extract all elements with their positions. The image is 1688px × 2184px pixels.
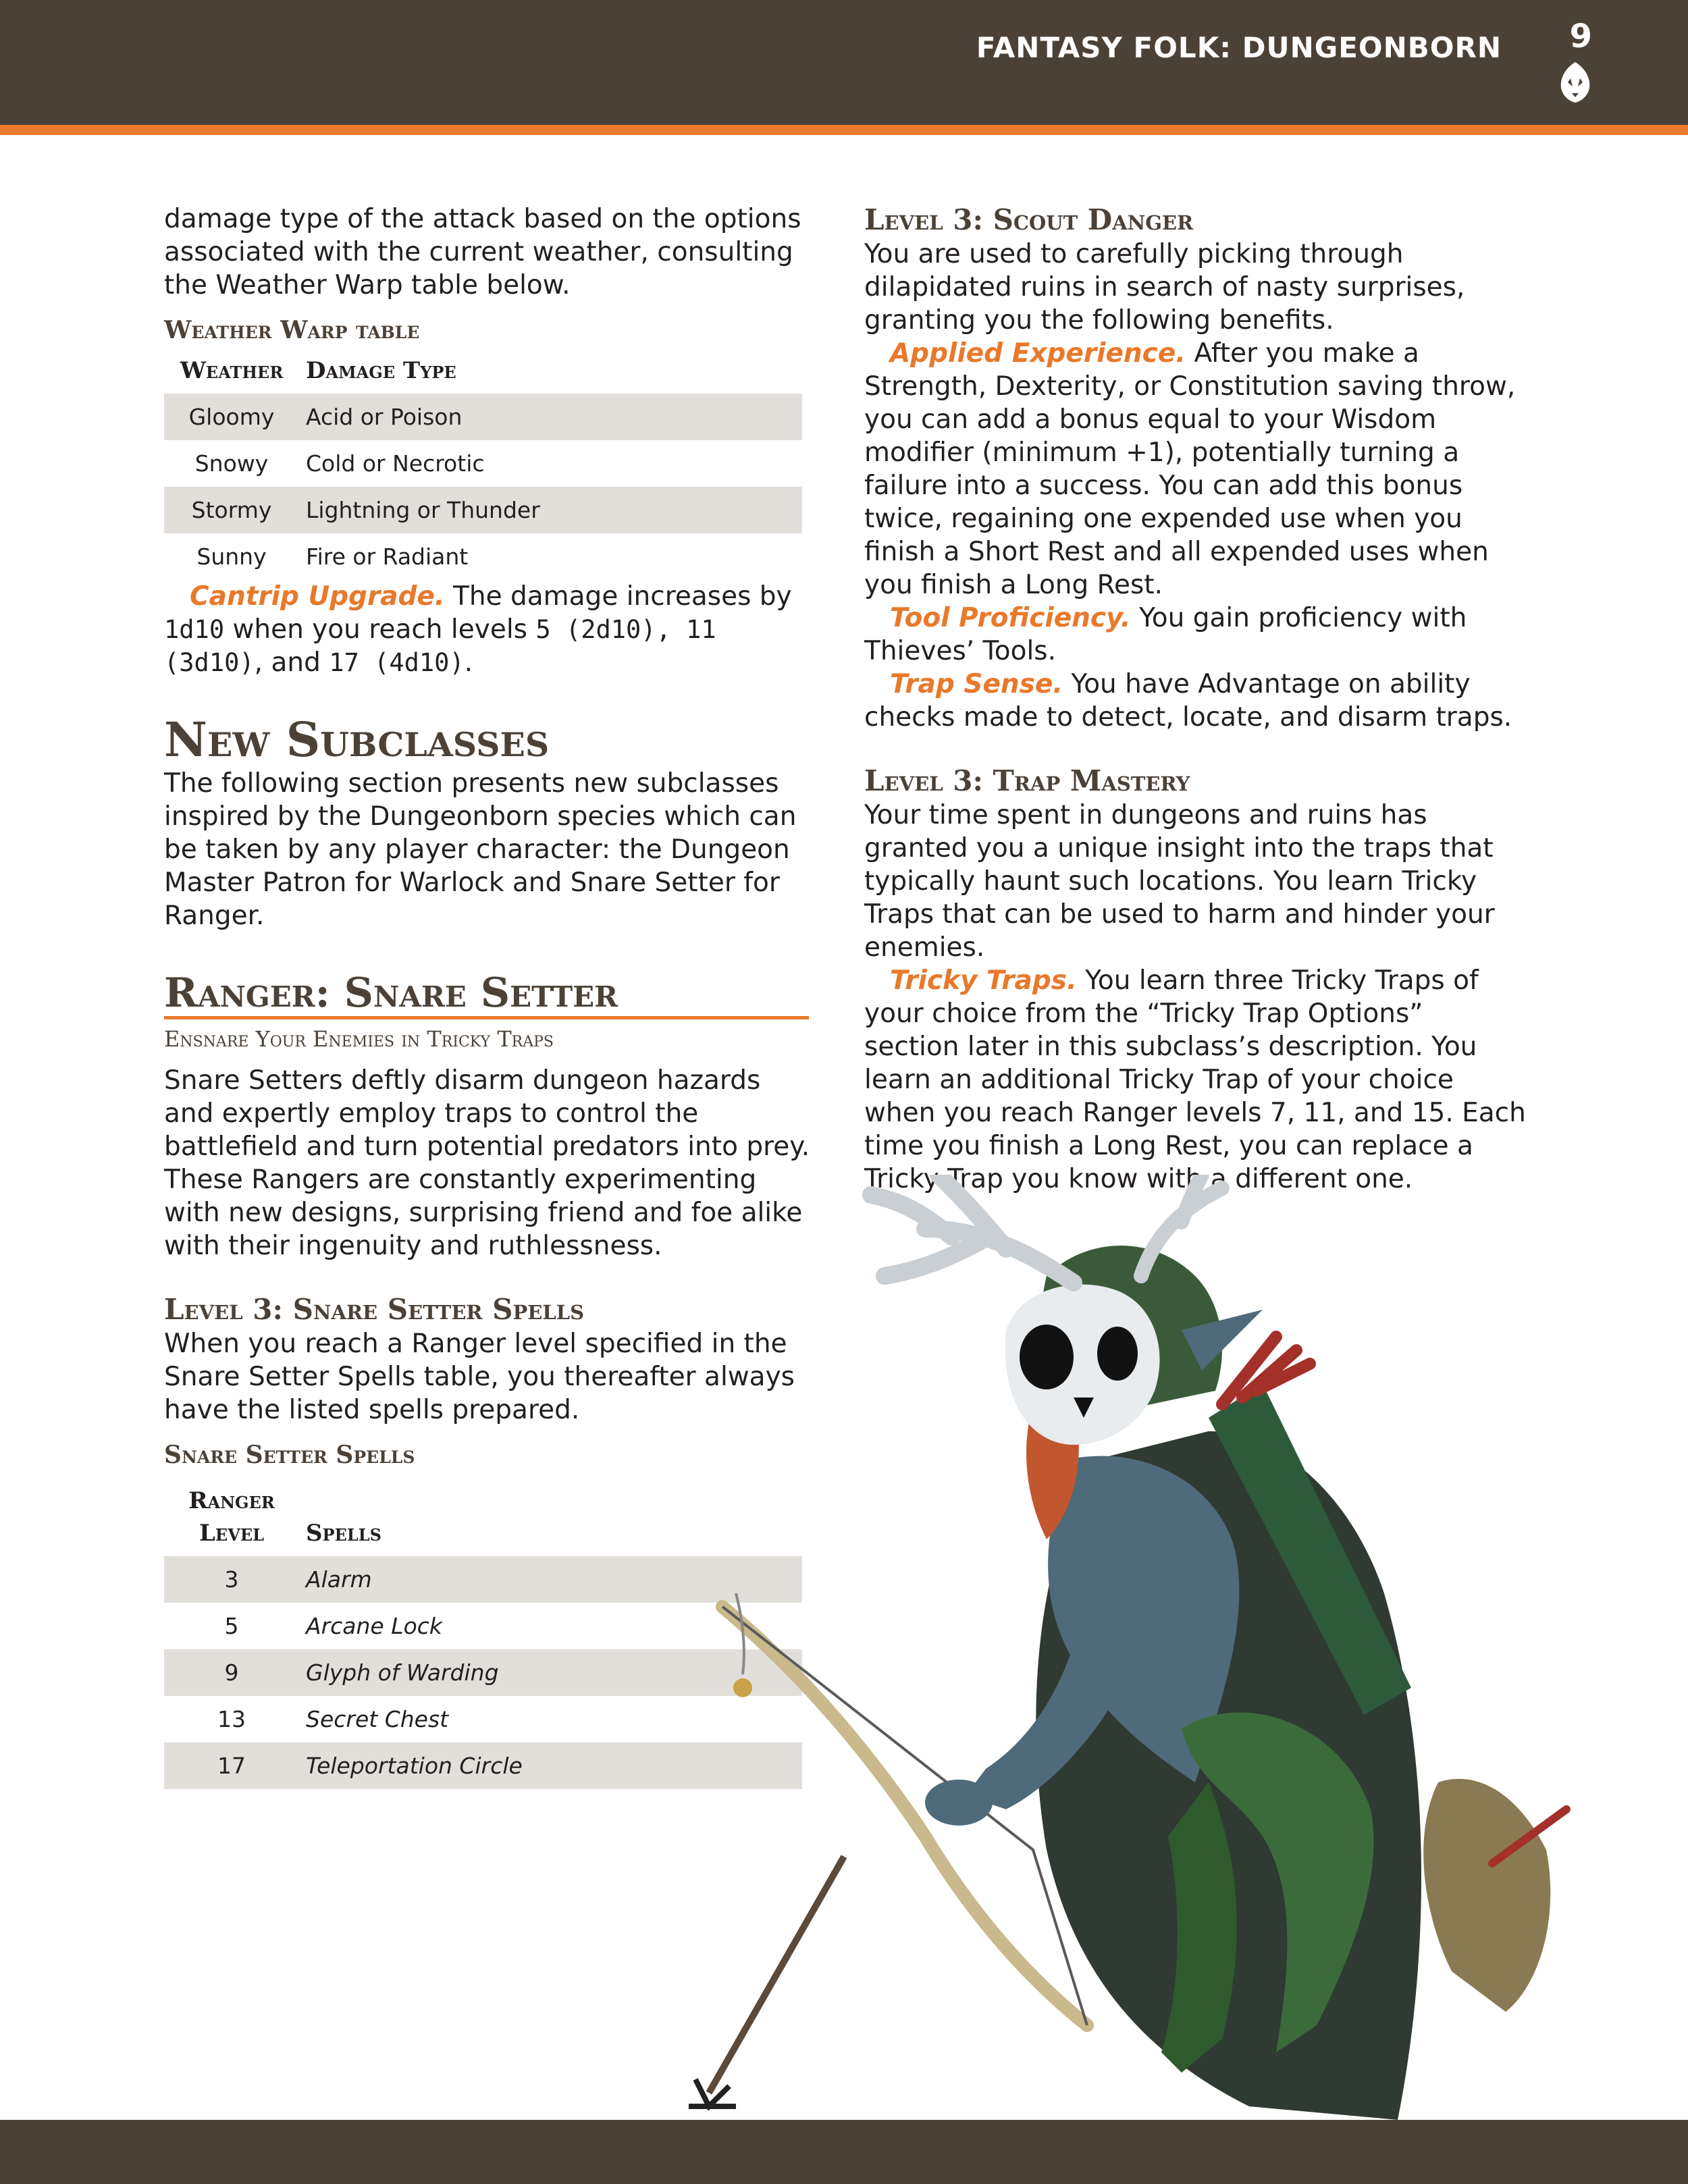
trap-sense-text: You have Advantage on ability checks made to detect, locate, and disarm traps. xyxy=(864,669,1512,733)
header-title: FANTASY FOLK: DUNGEONBORN xyxy=(976,31,1502,64)
table-row xyxy=(164,394,802,440)
damage-cell: Acid or Poison xyxy=(299,394,802,440)
damage-cell: Cold or Necrotic xyxy=(306,450,485,477)
level-cell: 9 xyxy=(164,1649,299,1696)
table-row xyxy=(164,440,802,487)
spell-cell: Secret Chest xyxy=(306,1706,449,1732)
column-header-damage: Damage Type xyxy=(306,357,456,384)
scout-danger-heading: Level 3: Scout Danger xyxy=(864,203,1194,236)
ranger-subtitle: Ensnare Your Enemies in Tricky Traps xyxy=(164,1026,554,1052)
dice-value: 5 (2d10), 11 (3d10) xyxy=(164,615,716,677)
intro-paragraph: damage type of the attack based on the options associated with the current weather, consulting the Weather Warp table below. xyxy=(164,204,801,300)
tool-proficiency-text: You gain proficiency with Thieves’ Tools. xyxy=(864,603,1467,666)
cantrip-upgrade-label: Cantrip Upgrade. xyxy=(190,581,445,612)
spells-table-caption: Snare Setter Spells xyxy=(164,1441,415,1469)
weather-cell: Snowy xyxy=(194,450,269,477)
column-header-spells: Spells xyxy=(306,1520,381,1547)
trap-mastery-heading: Level 3: Trap Mastery xyxy=(864,764,1190,797)
tool-proficiency-paragraph xyxy=(864,602,1526,668)
weather-cell: Gloomy xyxy=(164,394,299,440)
page-number: 9 xyxy=(1569,18,1592,55)
cantrip-text: when you reach levels xyxy=(224,614,536,645)
ranger-snare-setter-heading: Ranger: Snare Setter xyxy=(164,970,809,1019)
snare-setter-spells-heading: Level 3: Snare Setter Spells xyxy=(164,1293,585,1326)
damage-cell: Fire or Radiant xyxy=(306,543,469,570)
dungeonborn-emblem-icon xyxy=(1552,58,1599,105)
dice-value: 1d10 xyxy=(164,615,225,644)
right-column xyxy=(864,203,1526,1196)
ranger-description: Snare Setters deftly disarm dungeon hazards and expertly employ traps to control the battlefield and turn potential predators into prey. These Rangers are constantly experimenting with new designs, surprising friend and foe alike with their ingenuity and ruthlessness. xyxy=(164,1065,810,1261)
spell-cell: Alarm xyxy=(299,1556,802,1603)
new-subclasses-heading: New Subclasses xyxy=(164,712,550,768)
spell-cell: Arcane Lock xyxy=(306,1613,443,1639)
weather-cell: Stormy xyxy=(164,487,299,533)
scout-danger-paragraph: You are used to carefully picking through dilapidated ruins in search of nasty surprises, granting you the following benefits. xyxy=(864,239,1465,336)
trap-sense-label: Trap Sense. xyxy=(890,669,1063,699)
level-cell: 13 xyxy=(217,1706,246,1732)
dice-value: 17 (4d10) xyxy=(329,648,465,677)
damage-cell: Lightning or Thunder xyxy=(299,487,802,533)
column-header-line: Level xyxy=(199,1520,264,1547)
spell-cell: Glyph of Warding xyxy=(299,1649,802,1696)
tool-proficiency-label: Tool Proficiency. xyxy=(890,603,1131,633)
weather-cell: Sunny xyxy=(196,543,267,570)
applied-experience-label: Applied Experience. xyxy=(890,338,1186,369)
table-row xyxy=(164,487,802,533)
cantrip-text: . xyxy=(464,647,473,678)
new-subclasses-paragraph: The following section presents new subclasses inspired by the Dungeonborn species which can be taken by any player character: the Dungeon Master Patron for Warlock and Snare Setter for Ranger. xyxy=(164,768,797,931)
dungeonborn-ranger-illustration xyxy=(668,1175,1634,2133)
spell-cell: Teleportation Circle xyxy=(299,1742,802,1789)
page-header xyxy=(0,0,1688,125)
table-header-row xyxy=(164,350,802,394)
trap-sense-paragraph xyxy=(864,668,1526,734)
page-footer xyxy=(0,2120,1688,2184)
header-accent-stripe xyxy=(0,125,1688,135)
level-cell: 17 xyxy=(164,1742,299,1789)
weather-table-caption: Weather Warp table xyxy=(164,316,420,344)
level-cell: 5 xyxy=(224,1613,239,1639)
cantrip-text: The damage increases by xyxy=(444,581,792,612)
trap-mastery-paragraph: Your time spent in dungeons and ruins has granted you a unique insight into the traps that typically haunt such locations. You learn Tricky Traps that can be used to harm and hinder your enemies. xyxy=(864,800,1495,963)
column-header-line: Ranger xyxy=(188,1487,275,1514)
tricky-traps-label: Tricky Traps. xyxy=(890,965,1077,996)
column-header-ranger-level xyxy=(164,1481,299,1556)
weather-warp-table xyxy=(164,350,802,580)
table-row xyxy=(164,533,802,580)
snare-setter-spells-paragraph: When you reach a Ranger level specified in the Snare Setter Spells table, you thereafter always have the listed spells prepared. xyxy=(164,1329,795,1425)
applied-experience-text: After you make a Strength, Dexterity, or Constitution saving throw, you can add a bonus equal to your Wisdom modifier (minimum +1), potentially turning a failure into a success. You can add this bonus twice, regaining one expended use when you finish a Short Rest and all expended uses when you finish a Long Rest. xyxy=(864,338,1516,600)
cantrip-upgrade-paragraph xyxy=(164,580,812,679)
column-header-weather: Weather xyxy=(180,357,284,384)
tricky-traps-paragraph xyxy=(864,964,1526,1196)
applied-experience-paragraph xyxy=(864,337,1526,602)
level-cell: 3 xyxy=(164,1556,299,1603)
tricky-traps-text: You learn three Tricky Traps of your choice from the “Tricky Trap Options” section later in this subclass’s description. You learn an additional Tricky Trap of your choice when you reach Ranger levels 7, 11, and 15. Each time you finish a Long Rest, you can replace a Tricky Trap you know with a different one. xyxy=(864,965,1526,1194)
cantrip-text: , and xyxy=(254,647,329,678)
